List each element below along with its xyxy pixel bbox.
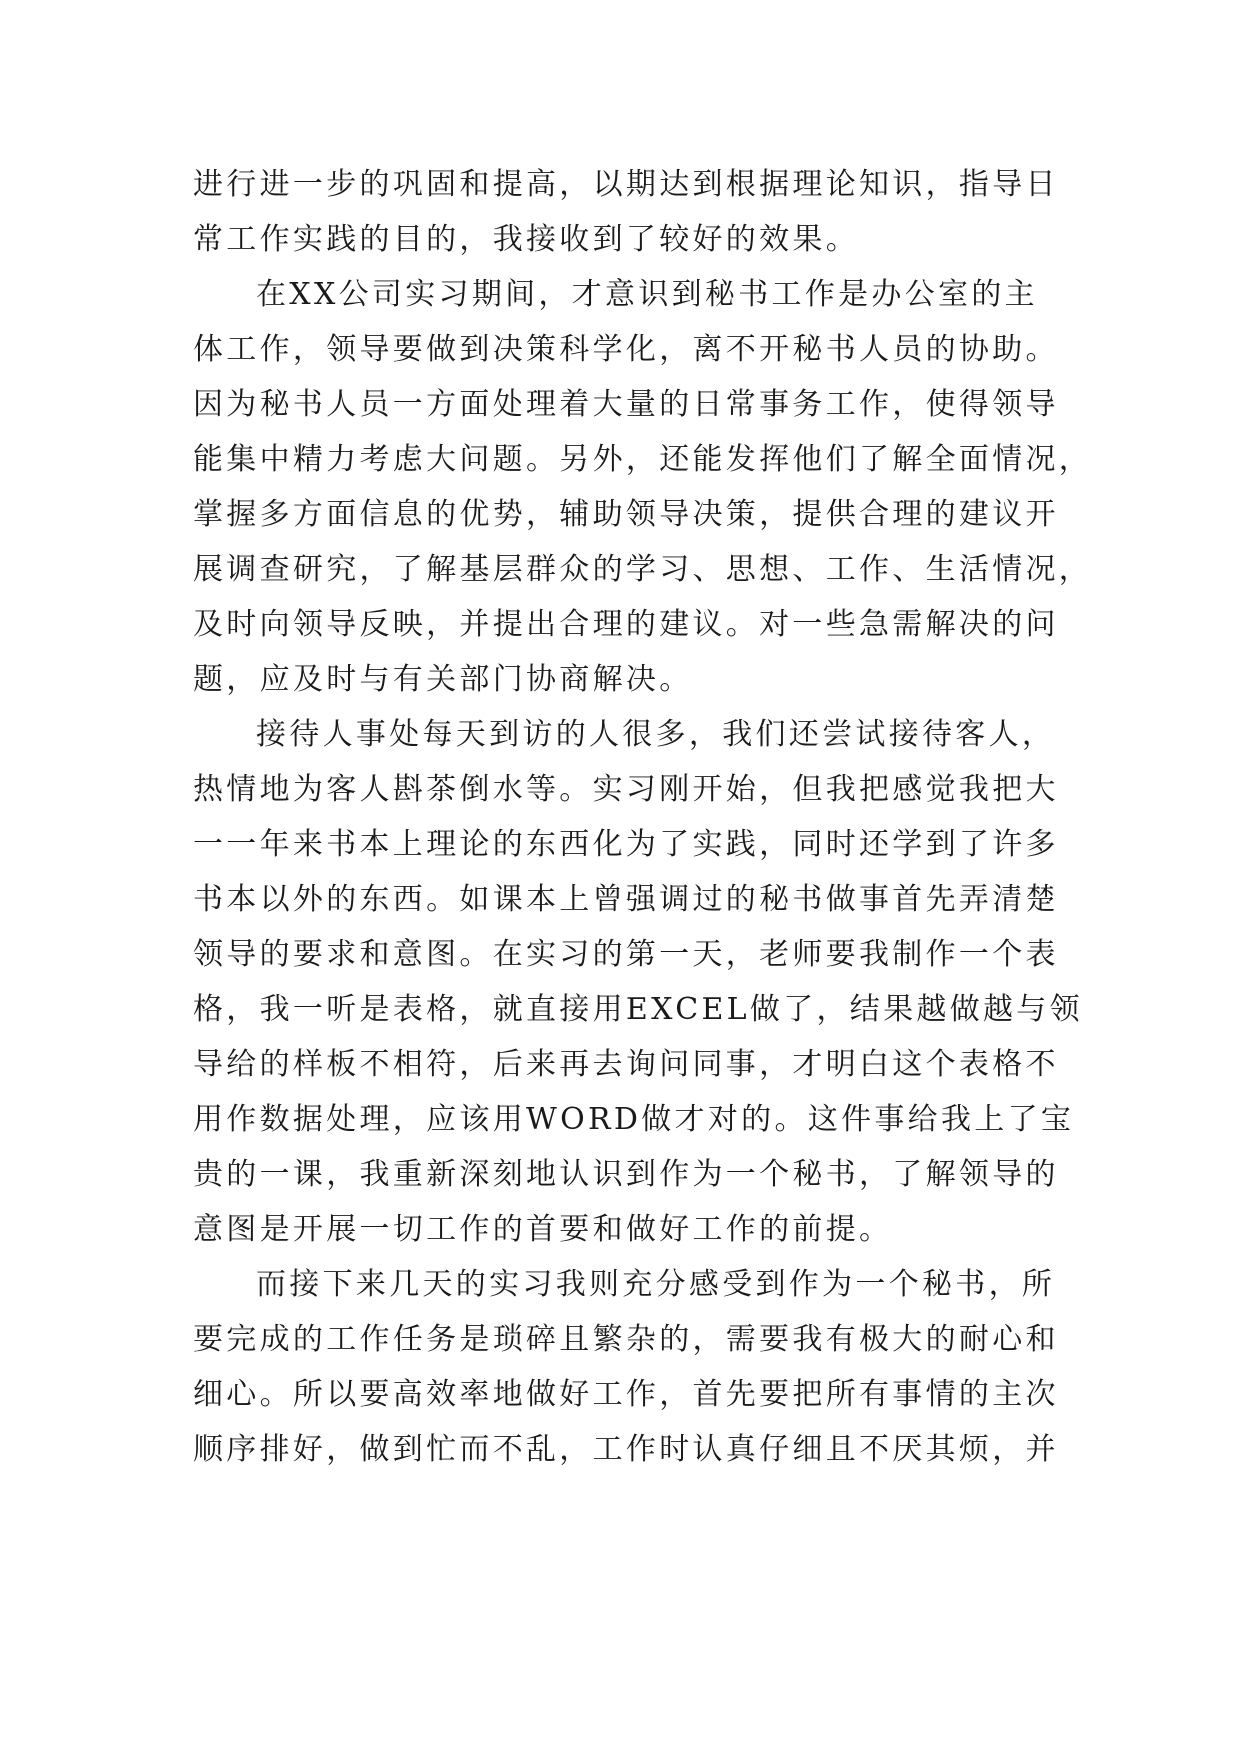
text-line: 因为秘书人员一方面处理着大量的日常事务工作，使得领导 [193,387,1059,422]
text-line: 细心。所以要高效率地做好工作，首先要把所有事情的主次 [193,1377,1059,1412]
text-line: 一一年来书本上理论的东西化为了实践，同时还学到了许多 [193,827,1059,862]
text-line: 书本以外的东西。如课本上曾强调过的秘书做事首先弄清楚 [193,882,1059,917]
text-line: 导给的样板不相符，后来再去询问同事，才明白这个表格不 [193,1047,1059,1082]
text-line: 热情地为客人斟茶倒水等。实习刚开始，但我把感觉我把大 [193,772,1059,807]
text-line: 掌握多方面信息的优势，辅助领导决策，提供合理的建议开 [193,497,1059,532]
text-line: 及时向领导反映，并提出合理的建议。对一些急需解决的问 [193,607,1059,642]
text-line: 而接下来几天的实习我则充分感受到作为一个秘书，所 [256,1267,1056,1302]
text-line: 贵的一课，我重新深刻地认识到作为一个秘书，了解领导的 [193,1157,1059,1192]
text-line: 格，我一听是表格，就直接用EXCEL做了，结果越做越与领 [193,992,1083,1027]
text-line: 意图是开展一切工作的首要和做好工作的前提。 [193,1212,893,1247]
text-line: 体工作，领导要做到决策科学化，离不开秘书人员的协助。 [193,332,1059,367]
text-line: 能集中精力考虑大问题。另外，还能发挥他们了解全面情况， [193,442,1093,477]
text-line: 用作数据处理，应该用WORD做才对的。这件事给我上了宝 [193,1102,1075,1137]
text-line: 顺序排好，做到忙而不乱，工作时认真仔细且不厌其烦，并 [193,1432,1059,1467]
text-line: 要完成的工作任务是琐碎且繁杂的，需要我有极大的耐心和 [193,1322,1059,1357]
text-line: 在XX公司实习期间，才意识到秘书工作是办公室的主 [256,277,1038,312]
text-line: 进行进一步的巩固和提高，以期达到根据理论知识，指导日 [193,167,1059,202]
text-line: 展调查研究，了解基层群众的学习、思想、工作、生活情况， [193,552,1093,587]
text-line: 常工作实践的目的，我接收到了较好的效果。 [193,222,859,257]
text-line: 题，应及时与有关部门协商解决。 [193,662,693,697]
text-line: 领导的要求和意图。在实习的第一天，老师要我制作一个表 [193,937,1059,972]
text-line: 接待人事处每天到访的人很多，我们还尝试接待客人， [256,717,1056,752]
